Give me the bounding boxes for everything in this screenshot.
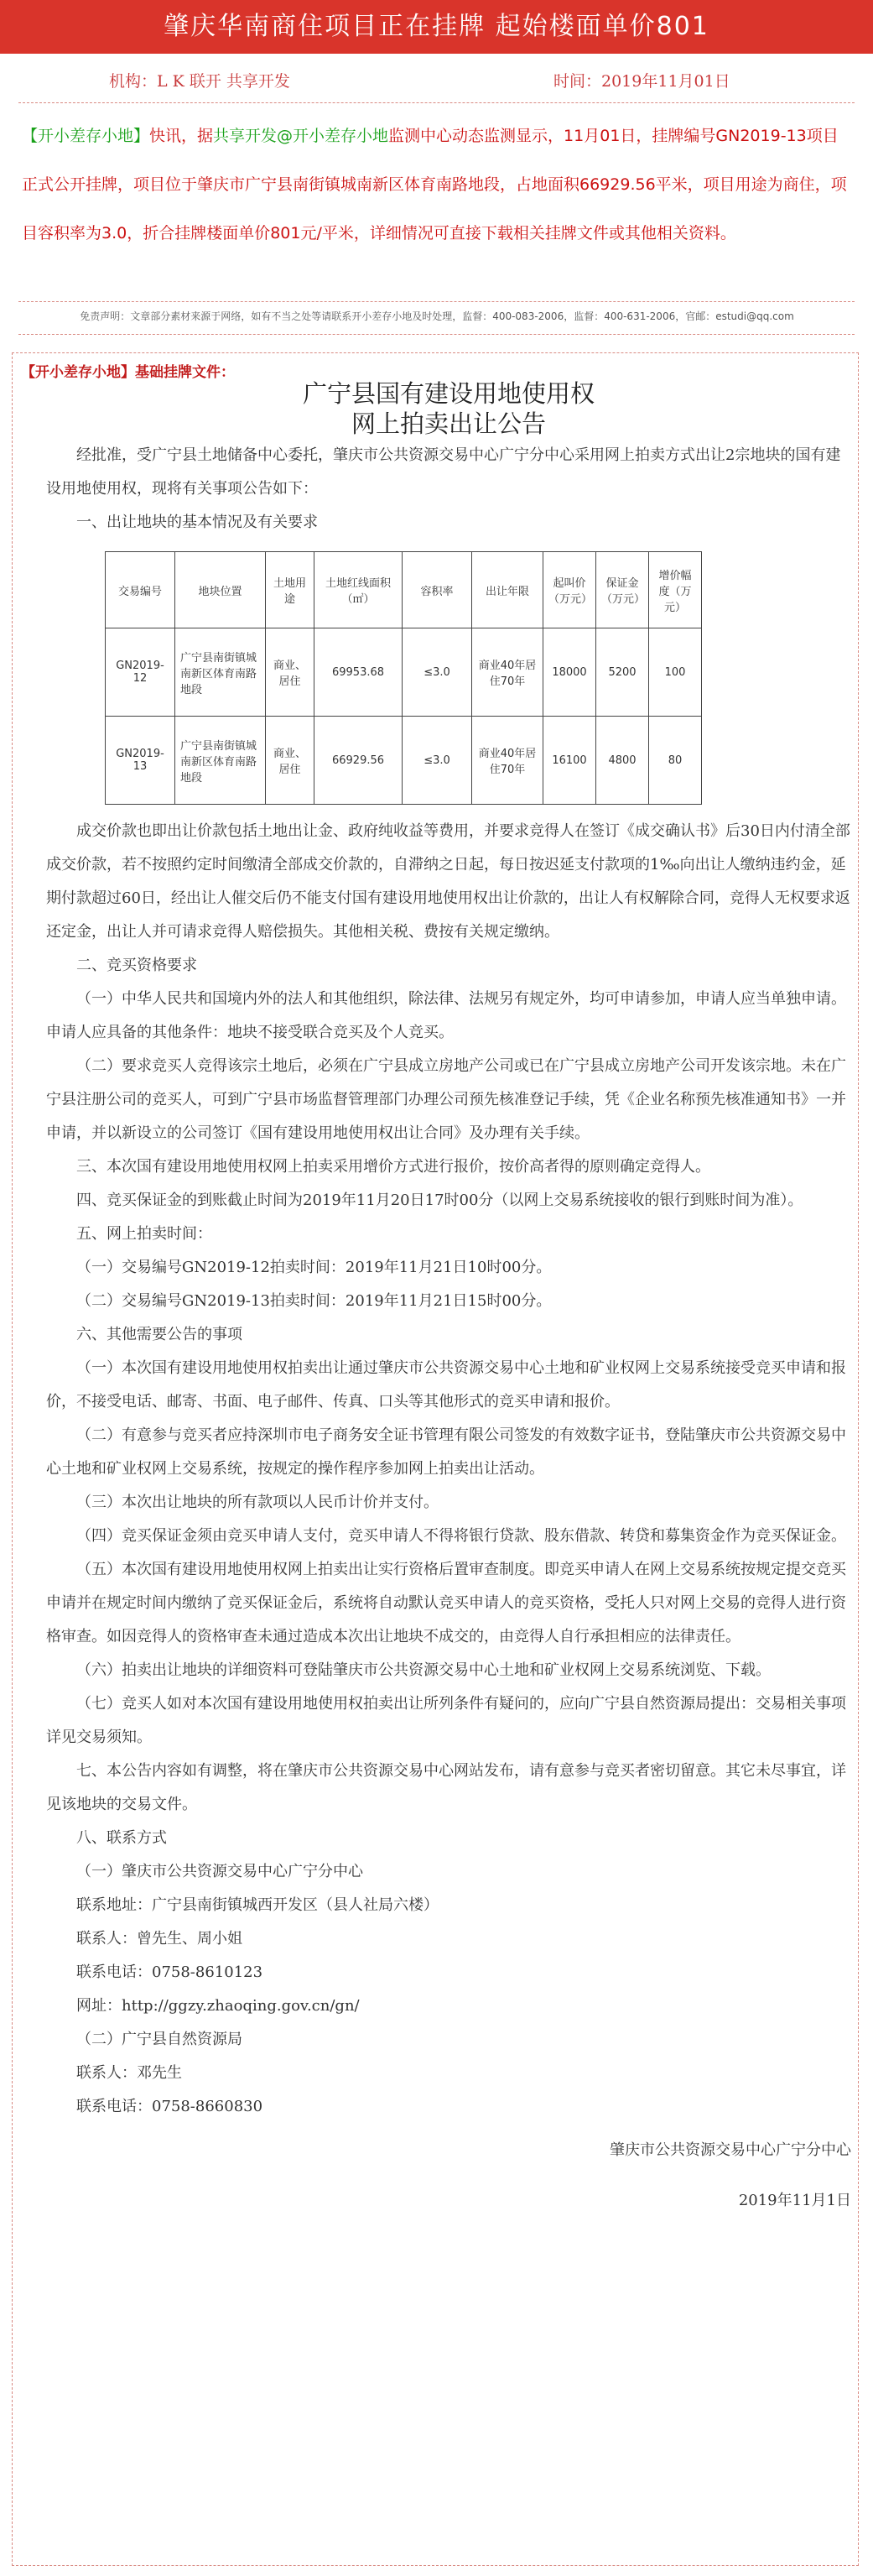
contact-org: （二）广宁县自然资源局 — [76, 2031, 242, 2048]
intro-tag: 【开小差存小地】 — [22, 127, 150, 145]
doc-title — [46, 378, 851, 439]
time-label: 时间：2019年11月01日 — [553, 72, 730, 91]
disclaimer: 免责声明：文章部分素材来源于网络，如有不当之处等请联系开小差存小地及时处理，监督：400-083-2006，监督：400-631-2006，官邮：estudi@qq.com — [80, 310, 794, 322]
table-cell: ≤3.0 — [403, 717, 472, 805]
section-paragraph: 三、本次国有建设用地使用权网上拍卖采用增价方式进行报价，按价高者得的原则确定竞得人。 — [76, 1158, 710, 1176]
notice-item: （四）竞买保证金须由竞买申请人支付，竞买申请人不得将银行贷款、股东借款、转贷和募集资金作为竞买保证金。 — [76, 1527, 846, 1545]
org-label: 机构：L K 联开 共享开发 — [109, 72, 290, 91]
doc-title-line1: 广宁县国有建设用地使用权 — [302, 379, 595, 408]
table-cell: 80 — [649, 717, 702, 805]
section-heading: 二、竞买资格要求 — [76, 957, 197, 974]
table-cell: 商业40年居住70年 — [472, 717, 543, 805]
notice-item: （六）拍卖出让地块的详细资料可登陆肇庆市公共资源交易中心土地和矿业权网上交易系统浏览、下载。 — [76, 1661, 771, 1679]
section-paragraph: 四、竞买保证金的到账截止时间为2019年11月20日17时00分（以网上交易系统接收的银行到账时间为准）。 — [76, 1192, 803, 1209]
notice-item: （一）本次国有建设用地使用权拍卖出让通过肇庆市公共资源交易中心土地和矿业权网上交易系统接受竞买申请和报价，不接受电话、邮寄、书面、电子邮件、传真、口头等其他形式的竞买申请和报价。 — [46, 1359, 846, 1411]
document-panel — [12, 352, 859, 2566]
table-cell: 商业、居住 — [266, 628, 314, 717]
contact-address: 联系地址：广宁县南街镇城西开发区（县人社局六楼） — [76, 1896, 439, 1914]
table-row — [106, 717, 702, 805]
headline-title: 肇庆华南商住项目正在挂牌 起始楼面单价801 — [164, 12, 709, 41]
divider — [18, 301, 855, 302]
table-row — [106, 628, 702, 717]
table-cell: ≤3.0 — [403, 628, 472, 717]
notice-item: （五）本次国有建设用地使用权网上拍卖出让实行资格后置审查制度。即竞买申请人在网上交易系统按规定提交竞买申请并在规定时间内缴纳了竞买保证金后，系统将自动默认竞买申请人的竞买资格，受托人只对网上交易的竞得人进行资格审查。如因竞得人的资格审查未通过造成本次出让地块不成交的，由竞得人自行承担相应的法律责任。 — [46, 1561, 846, 1645]
contact-website[interactable]: 网址：http://ggzy.zhaoqing.gov.cn/gn/ — [76, 1997, 360, 2015]
intro-paragraph — [22, 112, 852, 258]
table-header: 出让年限 — [472, 552, 543, 628]
table-cell: 4800 — [596, 717, 649, 805]
table-header: 保证金（万元） — [596, 552, 649, 628]
table-cell: 18000 — [543, 628, 596, 717]
contact-org: （一）肇庆市公共资源交易中心广宁分中心 — [76, 1863, 363, 1880]
table-cell: 广宁县南街镇城南新区体育南路地段 — [175, 628, 266, 717]
section-heading: 一、出让地块的基本情况及有关要求 — [76, 514, 318, 531]
plot-table — [105, 551, 702, 805]
table-header: 容积率 — [403, 552, 472, 628]
contact-person: 联系人：曾先生、周小姐 — [76, 1930, 242, 1948]
table-cell: GN2019-12 — [106, 628, 175, 717]
qualification-item: （一）中华人民共和国境内外的法人和其他组织，除法律、法规另有规定外，均可申请参加，申请人应当单独申请。申请人应具备的其他条件：地块不接受联合竞买及个人竞买。 — [46, 990, 846, 1041]
contact-phone: 联系电话：0758-8610123 — [76, 1963, 263, 1981]
table-header-row — [106, 552, 702, 628]
divider — [18, 334, 855, 335]
intro-link[interactable]: 共享开发@开小差存小地 — [213, 127, 389, 145]
opening-paragraph: 经批准，受广宁县土地储备中心委托，肇庆市公共资源交易中心广宁分中心采用网上拍卖方式出让2宗地块的国有建设用地使用权，现将有关事项公告如下： — [46, 446, 841, 498]
table-header: 地块位置 — [175, 552, 266, 628]
doc-title-line2: 网上拍卖出让公告 — [351, 409, 546, 438]
table-header: 交易编号 — [106, 552, 175, 628]
notice-item: （七）竞买人如对本次国有建设用地使用权拍卖出让所列条件有疑问的，应向广宁县自然资源局提出：交易相关事项详见交易须知。 — [46, 1695, 846, 1746]
table-header: 起叫价（万元） — [543, 552, 596, 628]
auction-time-item: （一）交易编号GN2019-12拍卖时间：2019年11月21日10时00分。 — [76, 1259, 552, 1276]
meta-row — [0, 67, 873, 92]
table-cell: 16100 — [543, 717, 596, 805]
intro-text-1: 快讯，据 — [149, 127, 214, 145]
signoff-date: 2019年11月1日 — [738, 2192, 851, 2209]
panel-label: 【开小差存小地】基础挂牌文件： — [21, 364, 235, 381]
table-cell: 商业、居住 — [266, 717, 314, 805]
qualification-item: （二）要求竞买人竞得该宗土地后，必须在广宁县成立房地产公司或已在广宁县成立房地产公司开发该宗地。未在广宁县注册公司的竞买人，可到广宁县市场监督管理部门办理公司预先核准登记手续，凭《企业名称预先核准通知书》一并申请，并以新设立的公司签订《国有建设用地使用权出让合同》及办理有关手续。 — [46, 1057, 846, 1142]
intro-text-2: 监测中心动态监测显示，11月01日，挂牌编号GN2019-13项目正式公开挂牌，项目位于肇庆市广宁县南街镇城南新区体育南路地段，占地面积66929.56平米，项目用途为商住，项目容积率为3.0，折合挂牌楼面单价801元/平米，详细情况可直接下载相关挂牌文件或其他相关资料。 — [22, 127, 847, 242]
divider — [18, 102, 855, 103]
table-cell: 100 — [649, 628, 702, 717]
table-header: 增价幅度（万元） — [649, 552, 702, 628]
section-heading: 六、其他需要公告的事项 — [76, 1326, 242, 1343]
contact-person: 联系人：邓先生 — [76, 2064, 182, 2082]
table-cell: 5200 — [596, 628, 649, 717]
auction-time-item: （二）交易编号GN2019-13拍卖时间：2019年11月21日15时00分。 — [76, 1292, 552, 1310]
contact-phone: 联系电话：0758-8660830 — [76, 2098, 263, 2115]
table-cell: 69953.68 — [314, 628, 403, 717]
table-header: 土地红线面积（㎡） — [314, 552, 403, 628]
table-cell: 广宁县南街镇城南新区体育南路地段 — [175, 717, 266, 805]
payment-terms-paragraph: 成交价款也即出让价款包括土地出让金、政府纯收益等费用，并要求竞得人在签订《成交确认书》后30日内付清全部成交价款，若不按照约定时间缴清全部成交价款的，自滞纳之日起，每日按迟延支付款项的1‰向出让人缴纳违约金，延期付款超过60日，经出让人催交后仍不能支付国有建设用地使用权出让价款的，出让人有权解除合同，竞得人无权要求返还定金，出让人并可请求竞得人赔偿损失。其他相关税、费按有关规定缴纳。 — [46, 822, 850, 941]
headline-banner — [0, 0, 873, 54]
section-paragraph: 七、本公告内容如有调整，将在肇庆市公共资源交易中心网站发布，请有意参与竞买者密切留意。其它未尽事宜，详见该地块的交易文件。 — [46, 1762, 846, 1813]
table-cell: GN2019-13 — [106, 717, 175, 805]
announcement-document — [46, 378, 851, 2560]
section-heading: 五、网上拍卖时间： — [76, 1225, 212, 1243]
table-cell: 66929.56 — [314, 717, 403, 805]
section-heading: 八、联系方式 — [76, 1829, 167, 1847]
notice-item: （三）本次出让地块的所有款项以人民币计价并支付。 — [76, 1494, 439, 1511]
table-header: 土地用途 — [266, 552, 314, 628]
notice-item: （二）有意参与竞买者应持深圳市电子商务安全证书管理有限公司签发的有效数字证书，登陆肇庆市公共资源交易中心土地和矿业权网上交易系统，按规定的操作程序参加网上拍卖出让活动。 — [46, 1426, 846, 1478]
signoff: 肇庆市公共资源交易中心广宁分中心 — [610, 2141, 851, 2159]
table-cell: 商业40年居住70年 — [472, 628, 543, 717]
